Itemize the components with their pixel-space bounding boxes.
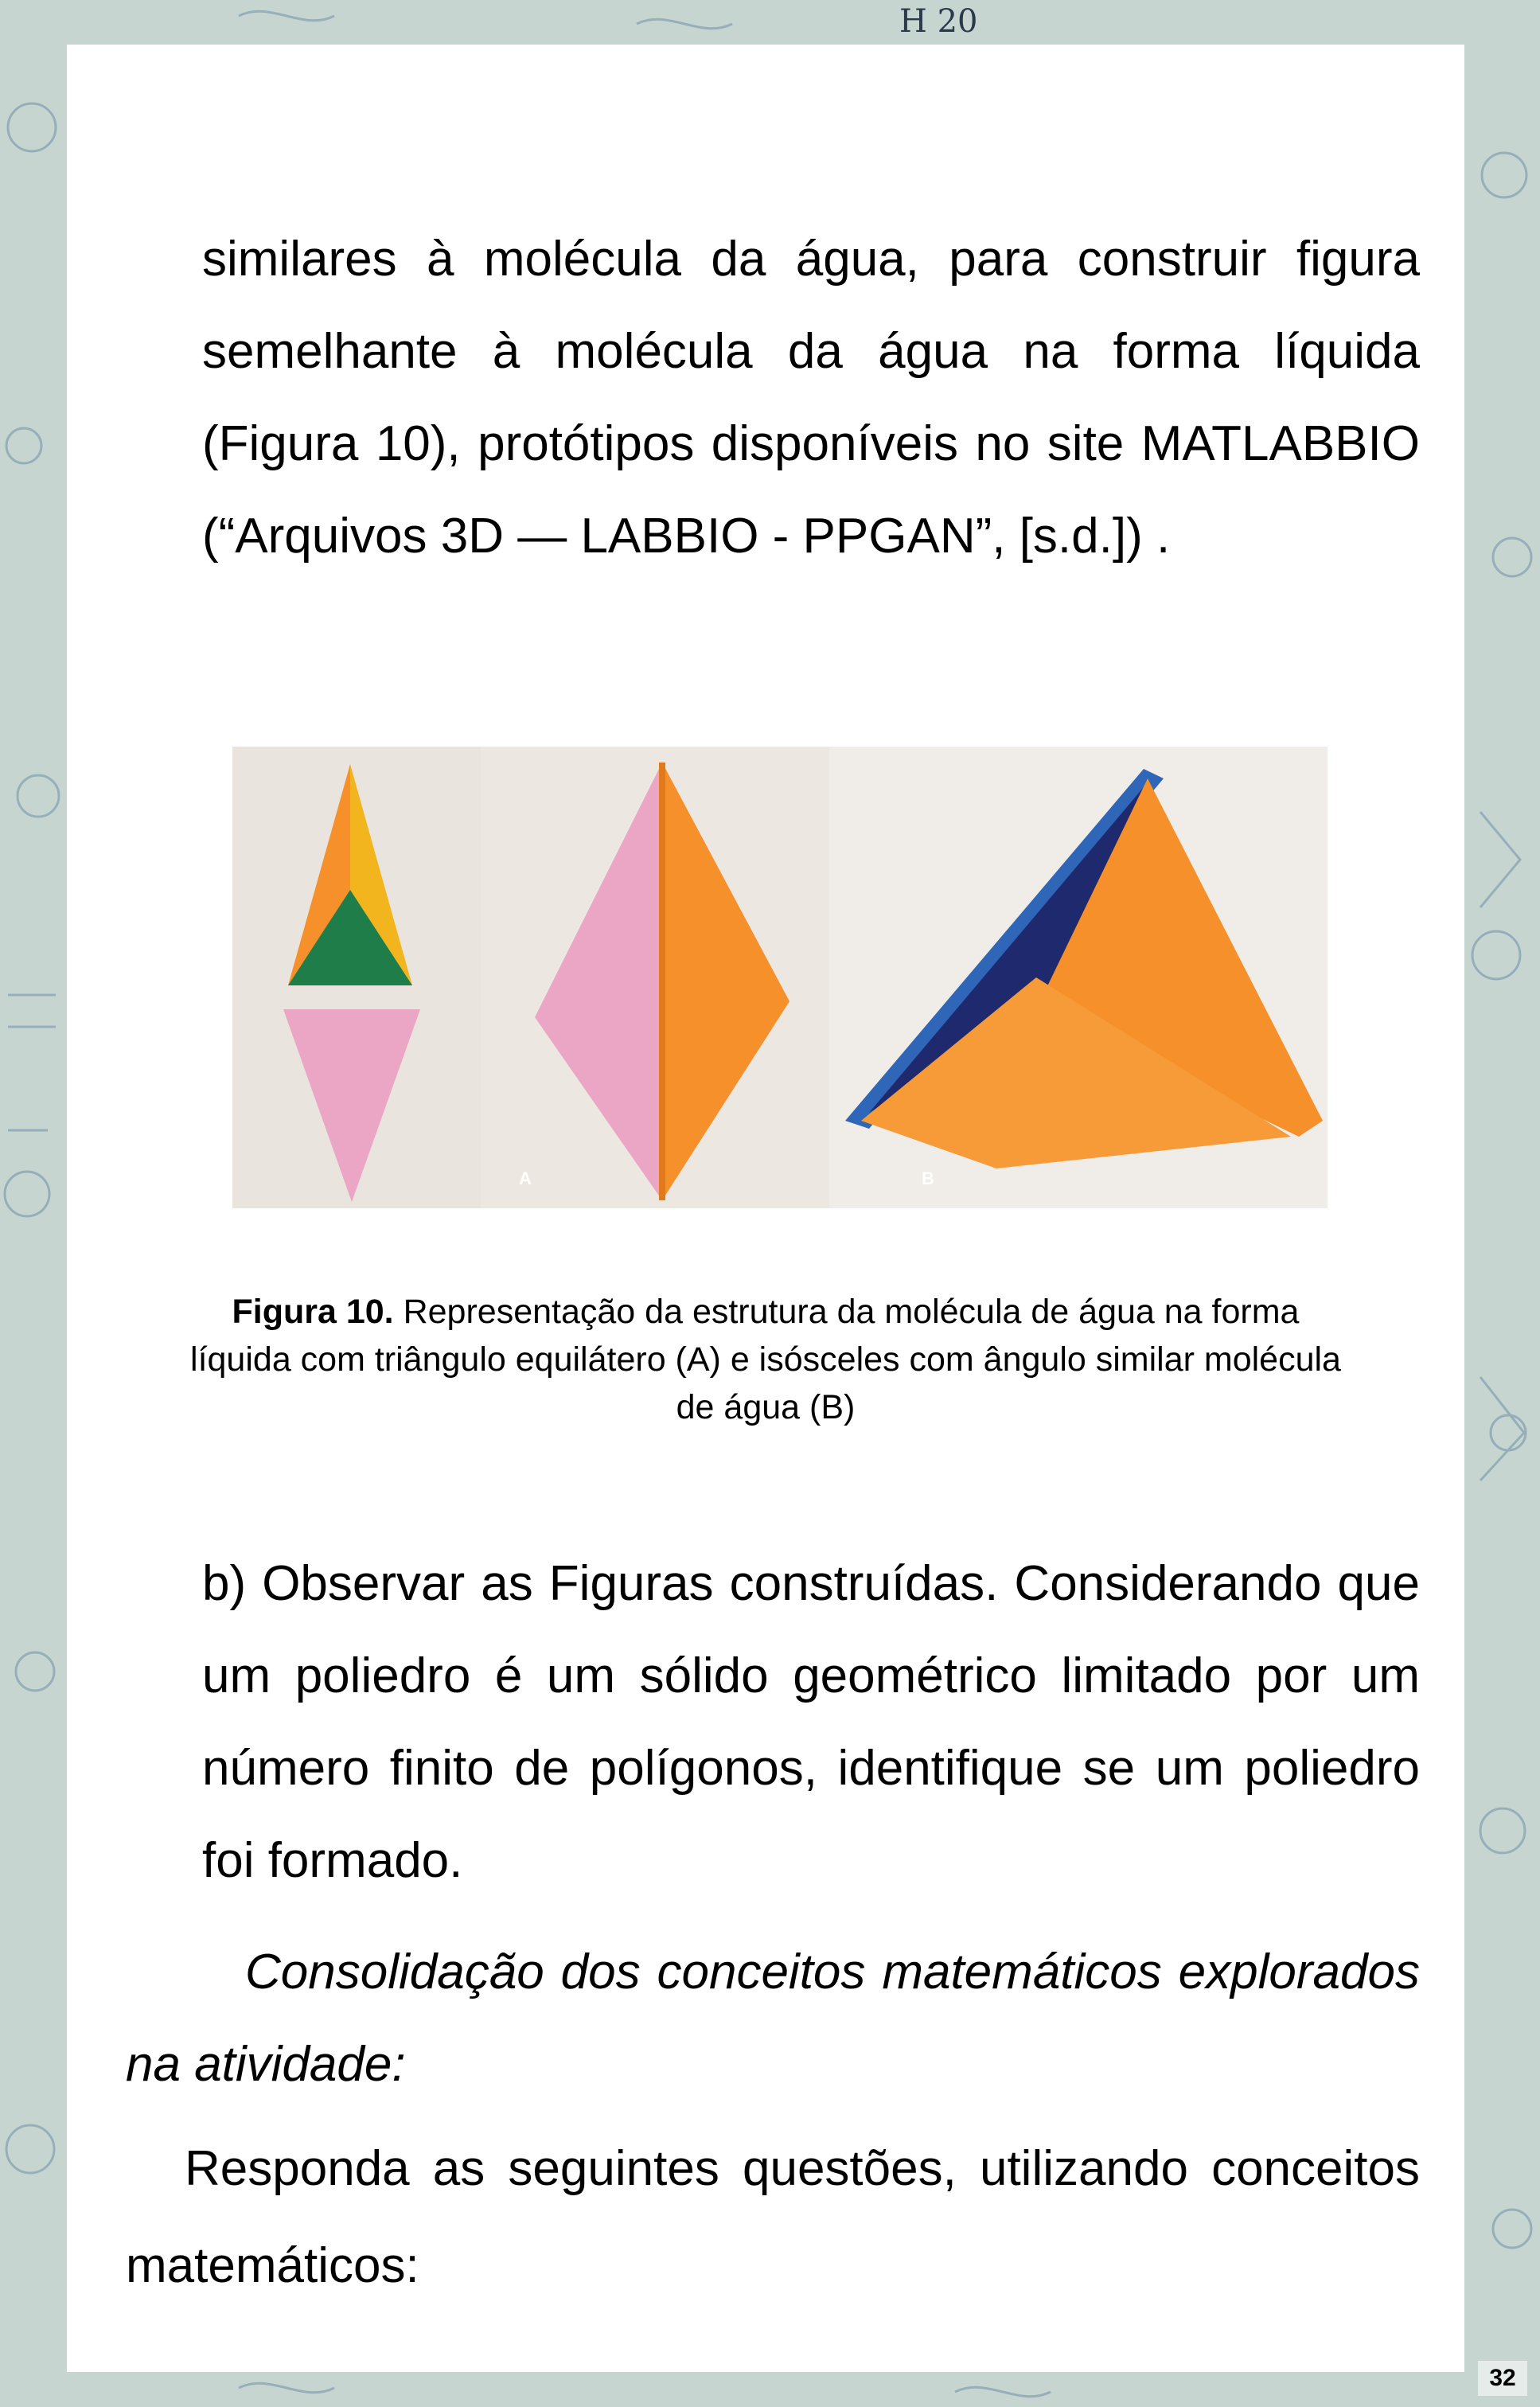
consolidation-heading: Consolidação dos conceitos matemáticos explorados na atividade: xyxy=(126,1945,1420,2092)
figure-label-a: A xyxy=(519,1168,532,1188)
item-b-paragraph: b) Observar as Figuras construídas. Considerando que um poliedro é um sólido geométrico limitado por um número finito de polígonos, identifique se um poliedro foi formado. xyxy=(202,1556,1420,1888)
answer-instruction: Responda as seguintes questões, utilizando conceitos matemáticos: xyxy=(126,2141,1420,2293)
figure-caption xyxy=(178,1288,1353,1431)
caption-label: Figura 10. xyxy=(232,1293,394,1331)
figure-label-b: B xyxy=(922,1168,934,1188)
figure-10-photo xyxy=(232,747,1328,1208)
intro-paragraph: similares à molécula da água, para construir figura semelhante à molécula da água na forma líquida (Figura 10), protótipos disponíveis no site MATLABBIO (“Arquivos 3D — LABBIO - PPGAN”, [s.d.]) . xyxy=(202,232,1420,564)
caption-text: Representação da estrutura da molécula de água na forma líquida com triângulo equilátero (A) e isósceles com ângulo similar molécula de água (B) xyxy=(190,1293,1341,1426)
page-number: 32 xyxy=(1478,2361,1527,2396)
document-page xyxy=(67,45,1464,2372)
header-decoration: H 20 xyxy=(899,3,978,40)
